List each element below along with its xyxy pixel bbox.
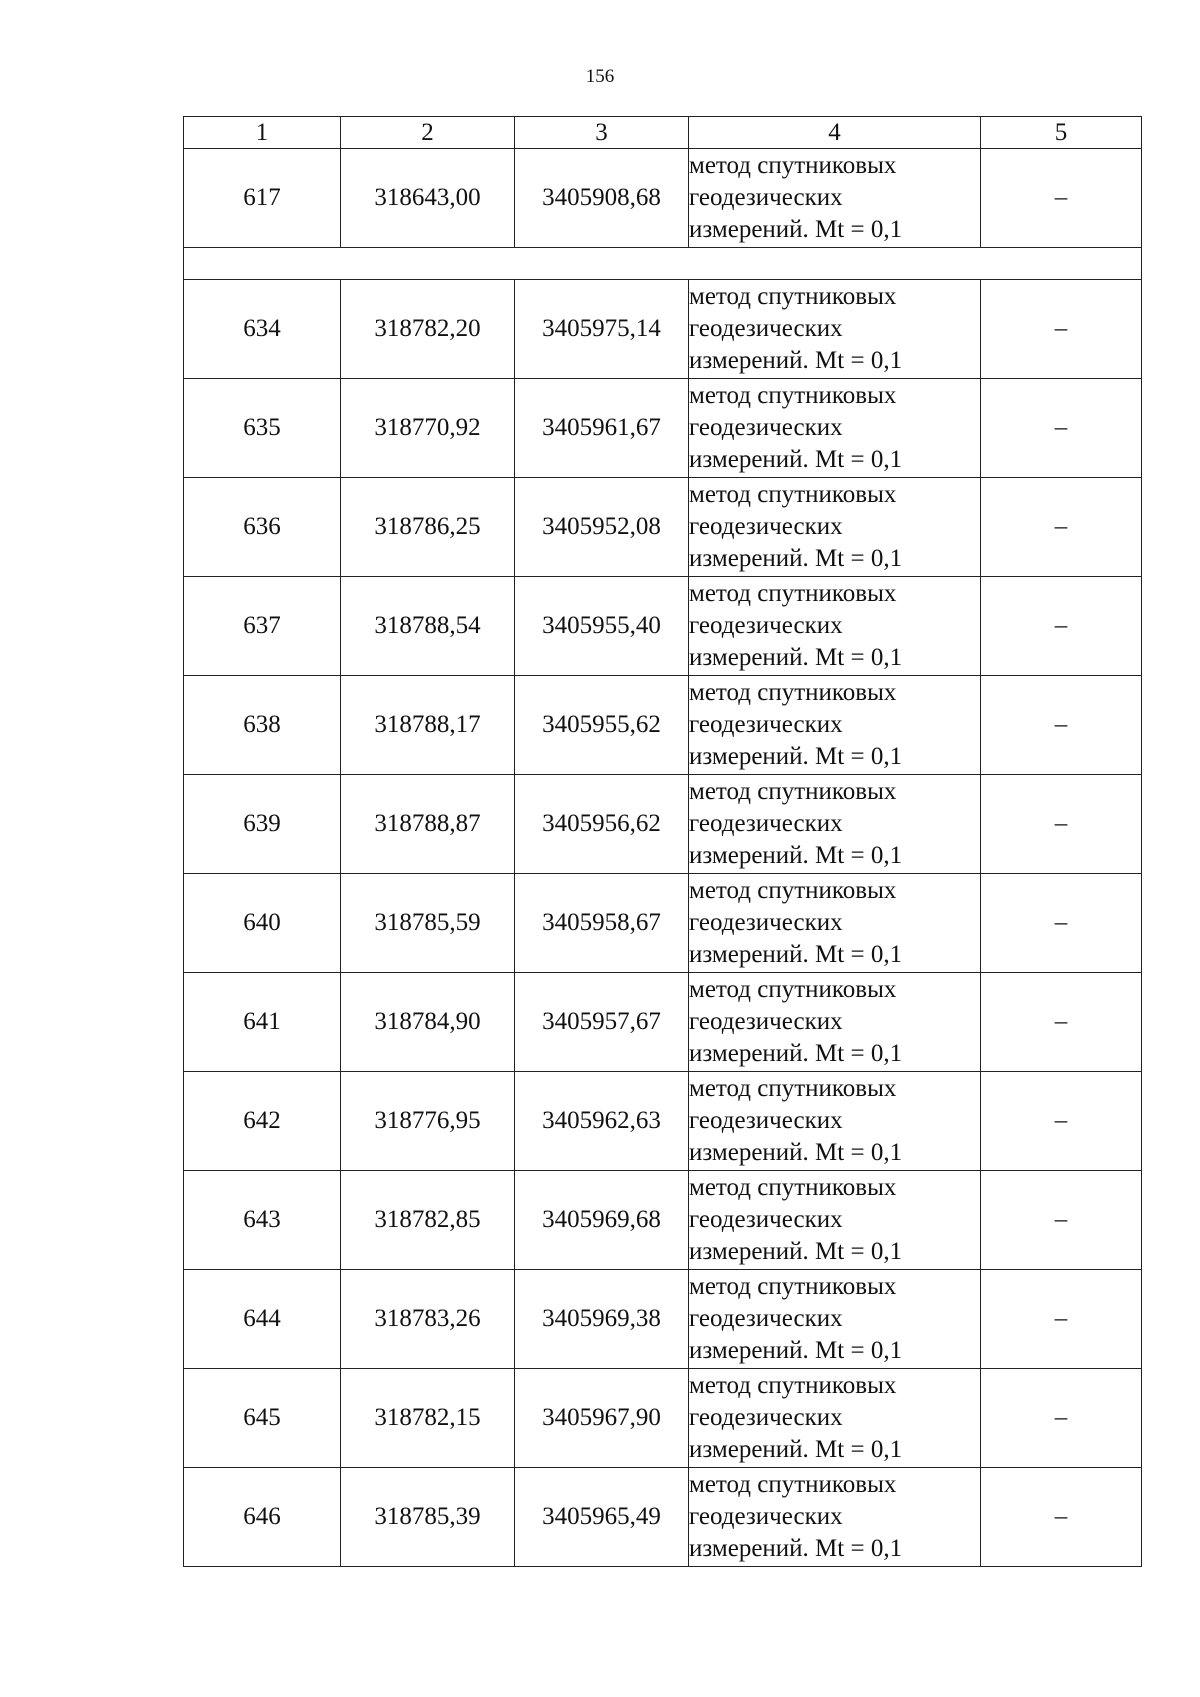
- method-line: измерений. Mt = 0,1: [689, 545, 903, 572]
- note-cell: –: [981, 775, 1142, 874]
- note-cell: –: [981, 379, 1142, 478]
- note-cell: –: [981, 973, 1142, 1072]
- y-coordinate-cell: 3405975,14: [515, 280, 689, 379]
- method-line: измерений. Mt = 0,1: [689, 446, 903, 473]
- method-cell: [689, 280, 981, 379]
- x-coordinate-cell: 318776,95: [341, 1072, 515, 1171]
- method-cell: [689, 1270, 981, 1369]
- method-line: измерений. Mt = 0,1: [689, 1238, 903, 1265]
- table-row: [184, 1369, 1142, 1468]
- method-line: метод спутниковых: [689, 1471, 897, 1498]
- y-coordinate-cell: 3405965,49: [515, 1468, 689, 1567]
- method-line: геодезических: [689, 1107, 843, 1134]
- table-body: [184, 117, 1142, 1567]
- method-line: геодезических: [689, 1305, 843, 1332]
- note-cell: –: [981, 1171, 1142, 1270]
- point-number-cell: 645: [184, 1369, 341, 1468]
- method-line: геодезических: [689, 1404, 843, 1431]
- table-row: [184, 379, 1142, 478]
- method-cell: [689, 874, 981, 973]
- page-number: 156: [585, 66, 615, 87]
- x-coordinate-cell: 318785,59: [341, 874, 515, 973]
- table-row: [184, 1468, 1142, 1567]
- method-line: измерений. Mt = 0,1: [689, 1436, 903, 1463]
- y-coordinate-cell: 3405967,90: [515, 1369, 689, 1468]
- x-coordinate-cell: 318786,25: [341, 478, 515, 577]
- x-coordinate-cell: 318783,26: [341, 1270, 515, 1369]
- point-number-cell: 637: [184, 577, 341, 676]
- method-line: измерений. Mt = 0,1: [689, 941, 903, 968]
- y-coordinate-cell: 3405952,08: [515, 478, 689, 577]
- method-line: измерений. Mt = 0,1: [689, 1535, 903, 1562]
- method-line: измерений. Mt = 0,1: [689, 743, 903, 770]
- column-header: 1: [184, 117, 341, 149]
- y-coordinate-cell: 3405908,68: [515, 149, 689, 248]
- method-cell: [689, 973, 981, 1072]
- method-line: измерений. Mt = 0,1: [689, 216, 903, 243]
- method-line: метод спутниковых: [689, 1372, 897, 1399]
- method-cell: [689, 1072, 981, 1171]
- method-line: геодезических: [689, 414, 843, 441]
- y-coordinate-cell: 3405957,67: [515, 973, 689, 1072]
- x-coordinate-cell: 318782,15: [341, 1369, 515, 1468]
- x-coordinate-cell: 318788,54: [341, 577, 515, 676]
- column-header: 3: [515, 117, 689, 149]
- method-line: геодезических: [689, 315, 843, 342]
- table-row: [184, 775, 1142, 874]
- method-line: измерений. Mt = 0,1: [689, 842, 903, 869]
- method-line: геодезических: [689, 513, 843, 540]
- method-line: геодезических: [689, 1008, 843, 1035]
- point-number-cell: 617: [184, 149, 341, 248]
- x-coordinate-cell: 318782,85: [341, 1171, 515, 1270]
- point-number-cell: 641: [184, 973, 341, 1072]
- x-coordinate-cell: 318770,92: [341, 379, 515, 478]
- point-number-cell: 643: [184, 1171, 341, 1270]
- table-row: [184, 478, 1142, 577]
- method-cell: [689, 1171, 981, 1270]
- y-coordinate-cell: 3405969,38: [515, 1270, 689, 1369]
- y-coordinate-cell: 3405969,68: [515, 1171, 689, 1270]
- coordinates-table: [183, 116, 1142, 1567]
- table-row: [184, 676, 1142, 775]
- method-line: метод спутниковых: [689, 1273, 897, 1300]
- x-coordinate-cell: 318643,00: [341, 149, 515, 248]
- point-number-cell: 642: [184, 1072, 341, 1171]
- y-coordinate-cell: 3405955,62: [515, 676, 689, 775]
- method-line: метод спутниковых: [689, 877, 897, 904]
- y-coordinate-cell: 3405958,67: [515, 874, 689, 973]
- method-cell: [689, 478, 981, 577]
- method-line: геодезических: [689, 184, 843, 211]
- point-number-cell: 635: [184, 379, 341, 478]
- method-line: геодезических: [689, 909, 843, 936]
- y-coordinate-cell: 3405955,40: [515, 577, 689, 676]
- method-line: метод спутниковых: [689, 679, 897, 706]
- table-row: [184, 874, 1142, 973]
- y-coordinate-cell: 3405961,67: [515, 379, 689, 478]
- note-cell: –: [981, 1369, 1142, 1468]
- method-line: геодезических: [689, 612, 843, 639]
- note-cell: –: [981, 1270, 1142, 1369]
- method-line: метод спутниковых: [689, 580, 897, 607]
- y-coordinate-cell: 3405962,63: [515, 1072, 689, 1171]
- method-line: геодезических: [689, 1503, 843, 1530]
- x-coordinate-cell: 318784,90: [341, 973, 515, 1072]
- method-line: геодезических: [689, 1206, 843, 1233]
- method-line: измерений. Mt = 0,1: [689, 1139, 903, 1166]
- table-row: [184, 149, 1142, 248]
- note-cell: –: [981, 676, 1142, 775]
- method-cell: [689, 1468, 981, 1567]
- method-line: метод спутниковых: [689, 1075, 897, 1102]
- note-cell: –: [981, 280, 1142, 379]
- method-line: метод спутниковых: [689, 382, 897, 409]
- point-number-cell: 638: [184, 676, 341, 775]
- method-line: метод спутниковых: [689, 283, 897, 310]
- point-number-cell: 636: [184, 478, 341, 577]
- table-header-row: [184, 117, 1142, 149]
- note-cell: –: [981, 478, 1142, 577]
- separator-row: [184, 248, 1142, 280]
- table-row: [184, 1072, 1142, 1171]
- separator-cell: [184, 248, 1142, 280]
- column-header: 4: [689, 117, 981, 149]
- method-cell: [689, 149, 981, 248]
- x-coordinate-cell: 318782,20: [341, 280, 515, 379]
- point-number-cell: 646: [184, 1468, 341, 1567]
- method-line: метод спутниковых: [689, 778, 897, 805]
- column-header: 2: [341, 117, 515, 149]
- note-cell: –: [981, 1468, 1142, 1567]
- x-coordinate-cell: 318785,39: [341, 1468, 515, 1567]
- note-cell: –: [981, 1072, 1142, 1171]
- method-line: измерений. Mt = 0,1: [689, 644, 903, 671]
- method-line: метод спутниковых: [689, 152, 897, 179]
- x-coordinate-cell: 318788,87: [341, 775, 515, 874]
- method-line: измерений. Mt = 0,1: [689, 1337, 903, 1364]
- method-cell: [689, 1369, 981, 1468]
- table-row: [184, 1171, 1142, 1270]
- method-line: геодезических: [689, 810, 843, 837]
- method-cell: [689, 379, 981, 478]
- point-number-cell: 640: [184, 874, 341, 973]
- method-cell: [689, 577, 981, 676]
- table-row: [184, 1270, 1142, 1369]
- method-line: геодезических: [689, 711, 843, 738]
- point-number-cell: 634: [184, 280, 341, 379]
- table-row: [184, 973, 1142, 1072]
- method-cell: [689, 676, 981, 775]
- method-line: измерений. Mt = 0,1: [689, 1040, 903, 1067]
- x-coordinate-cell: 318788,17: [341, 676, 515, 775]
- note-cell: –: [981, 874, 1142, 973]
- point-number-cell: 639: [184, 775, 341, 874]
- column-header: 5: [981, 117, 1142, 149]
- point-number-cell: 644: [184, 1270, 341, 1369]
- table-row: [184, 577, 1142, 676]
- method-line: метод спутниковых: [689, 1174, 897, 1201]
- note-cell: –: [981, 577, 1142, 676]
- method-line: метод спутниковых: [689, 976, 897, 1003]
- note-cell: –: [981, 149, 1142, 248]
- method-line: метод спутниковых: [689, 481, 897, 508]
- method-cell: [689, 775, 981, 874]
- method-line: измерений. Mt = 0,1: [689, 347, 903, 374]
- y-coordinate-cell: 3405956,62: [515, 775, 689, 874]
- table-row: [184, 280, 1142, 379]
